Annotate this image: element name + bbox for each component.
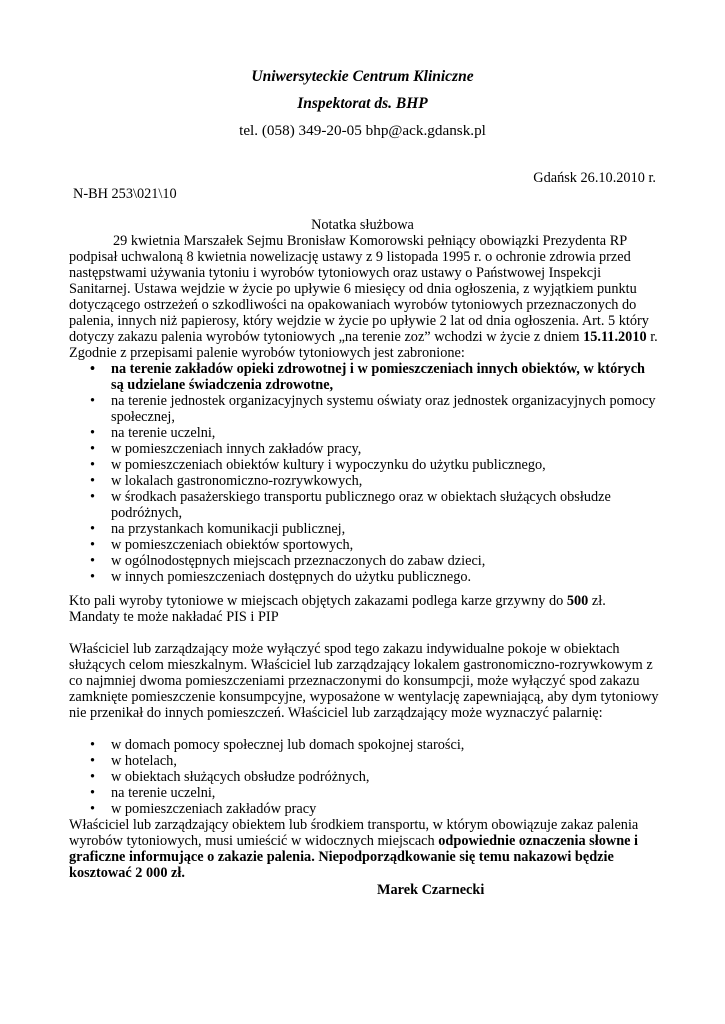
list-item: • w domach pomocy społecznej lub domach spokojnej starości, [69, 737, 659, 753]
reference-number: N-BH 253\021\10 [73, 186, 177, 202]
list-item: • w pomieszczeniach innych zakładów pracy, [69, 441, 659, 457]
signage-paragraph: Właściciel lub zarządzający obiektem lub środkiem transportu, w którym obowiązuje zakaz palenia wyrobów tytoniowych, musi umieścić w widocznych miejscach odpowiednie oznaczenia słowne i graficzne informujące o zakazie palenia. Niepodporządkowanie się temu nakazowi będzie kosztować 2 000 zł. [69, 817, 639, 881]
list-item: • w lokalach gastronomiczno-rozrywkowych, [69, 473, 659, 489]
smoking-room-list [69, 737, 659, 817]
intro-paragraph: 29 kwietnia Marszałek Sejmu Bronisław Komorowski pełniący obowiązki Prezydenta RP podpisał uchwaloną 8 kwietnia nowelizację ustawy z 9 listopada 1995 r. o ochronie zdrowia przed następstwami używania tytoniu i wyrobów tytoniowych oraz ustawy o Państwowej Inspekcji Sanitarnej. Ustawa wejdzie w życie po upływie 6 miesięcy od dnia ogłoszenia, z wyjątkiem punktu dotyczącego ostrzeżeń o szkodliwości na opakowaniach wyrobów tytoniowych przeznaczonych do palenia, innych niż papierosy, który wejdzie w życie po upływie 2 lat od dnia ogłoszenia. Art. 5 który dotyczy zakazu palenia wyrobów tytoniowych „na terenie zoz” wchodzi w życie z dniem 15.11.2010 r. Zgodnie z przepisami palenie wyrobów tytoniowych jest zabronione: [69, 233, 658, 361]
fine-amount: 500 [566, 593, 589, 609]
list-item: • na terenie uczelni, [69, 785, 659, 801]
header-contact: tel. (058) 349-20-05 bhp@ack.gdansk.pl [239, 122, 486, 139]
prohibited-places-list [69, 361, 659, 585]
document-body [69, 233, 659, 898]
list-item: • w pomieszczeniach zakładów pracy [69, 801, 659, 817]
list-item: • w ogólnodostępnych miejscach przeznaczonych do zabaw dzieci, [69, 553, 659, 569]
list-item: • na przystankach komunikacji publicznej, [69, 521, 659, 537]
document-date: Gdańsk 26.10.2010 r. [533, 170, 656, 186]
signage-requirement: odpowiednie oznaczenia słowne i graficzne informujące o zakazie palenia. Niepodporządkowanie się temu nakazowi będzie kosztować 2 000 zł. [69, 833, 639, 881]
signature: Marek Czarnecki [377, 882, 485, 898]
list-item: • na terenie jednostek organizacyjnych systemu oświaty oraz jednostek organizacyjnych pomocy społecznej, [69, 393, 659, 425]
effective-date: 15.11.2010 [583, 329, 647, 345]
mandate-line: Mandaty te może nakładać PIS i PIP [69, 609, 279, 625]
list-item: • w innych pomieszczeniach dostępnych do użytku publicznego. [69, 569, 659, 585]
fine-paragraph: Kto pali wyroby tytoniowe w miejscach objętych zakazami podlega karze grzywny do 500 zł. [69, 593, 606, 609]
list-item: • w środkach pasażerskiego transportu publicznego oraz w obiektach służących obsłudze podróżnych, [69, 489, 659, 521]
header-institution: Uniwersyteckie Centrum Kliniczne [251, 68, 474, 85]
list-item: • w obiektach służących obsłudze podróżnych, [69, 769, 659, 785]
document-title: Notatka służbowa [311, 217, 414, 233]
owner-paragraph: Właściciel lub zarządzający może wyłączyć spod tego zakazu indywidualne pokoje w obiektach służących celom mieszkalnym. Właściciel lub zarządzający lokalem gastronomiczno-rozrywkowym z co najmniej dwoma pomieszczeniami przeznaczonymi do konsumpcji, może wyłączyć spod zakazu zamknięte pomieszczenie konsumpcyjne, wyposażone w wentylację zapewniającą, aby dym tytoniowy nie przenikał do innych pomieszczeń. Właściciel lub zarządzający może wyznaczyć palarnię: [69, 641, 659, 721]
list-item: • w pomieszczeniach obiektów sportowych, [69, 537, 659, 553]
list-item: • w hotelach, [69, 753, 659, 769]
list-item: • w pomieszczeniach obiektów kultury i wypoczynku do użytku publicznego, [69, 457, 659, 473]
list-item: • na terenie uczelni, [69, 425, 659, 441]
list-item: • na terenie zakładów opieki zdrowotnej i w pomieszczeniach innych obiektów, w których są udzielane świadczenia zdrowotne, [69, 361, 659, 393]
header-department: Inspektorat ds. BHP [297, 95, 428, 112]
